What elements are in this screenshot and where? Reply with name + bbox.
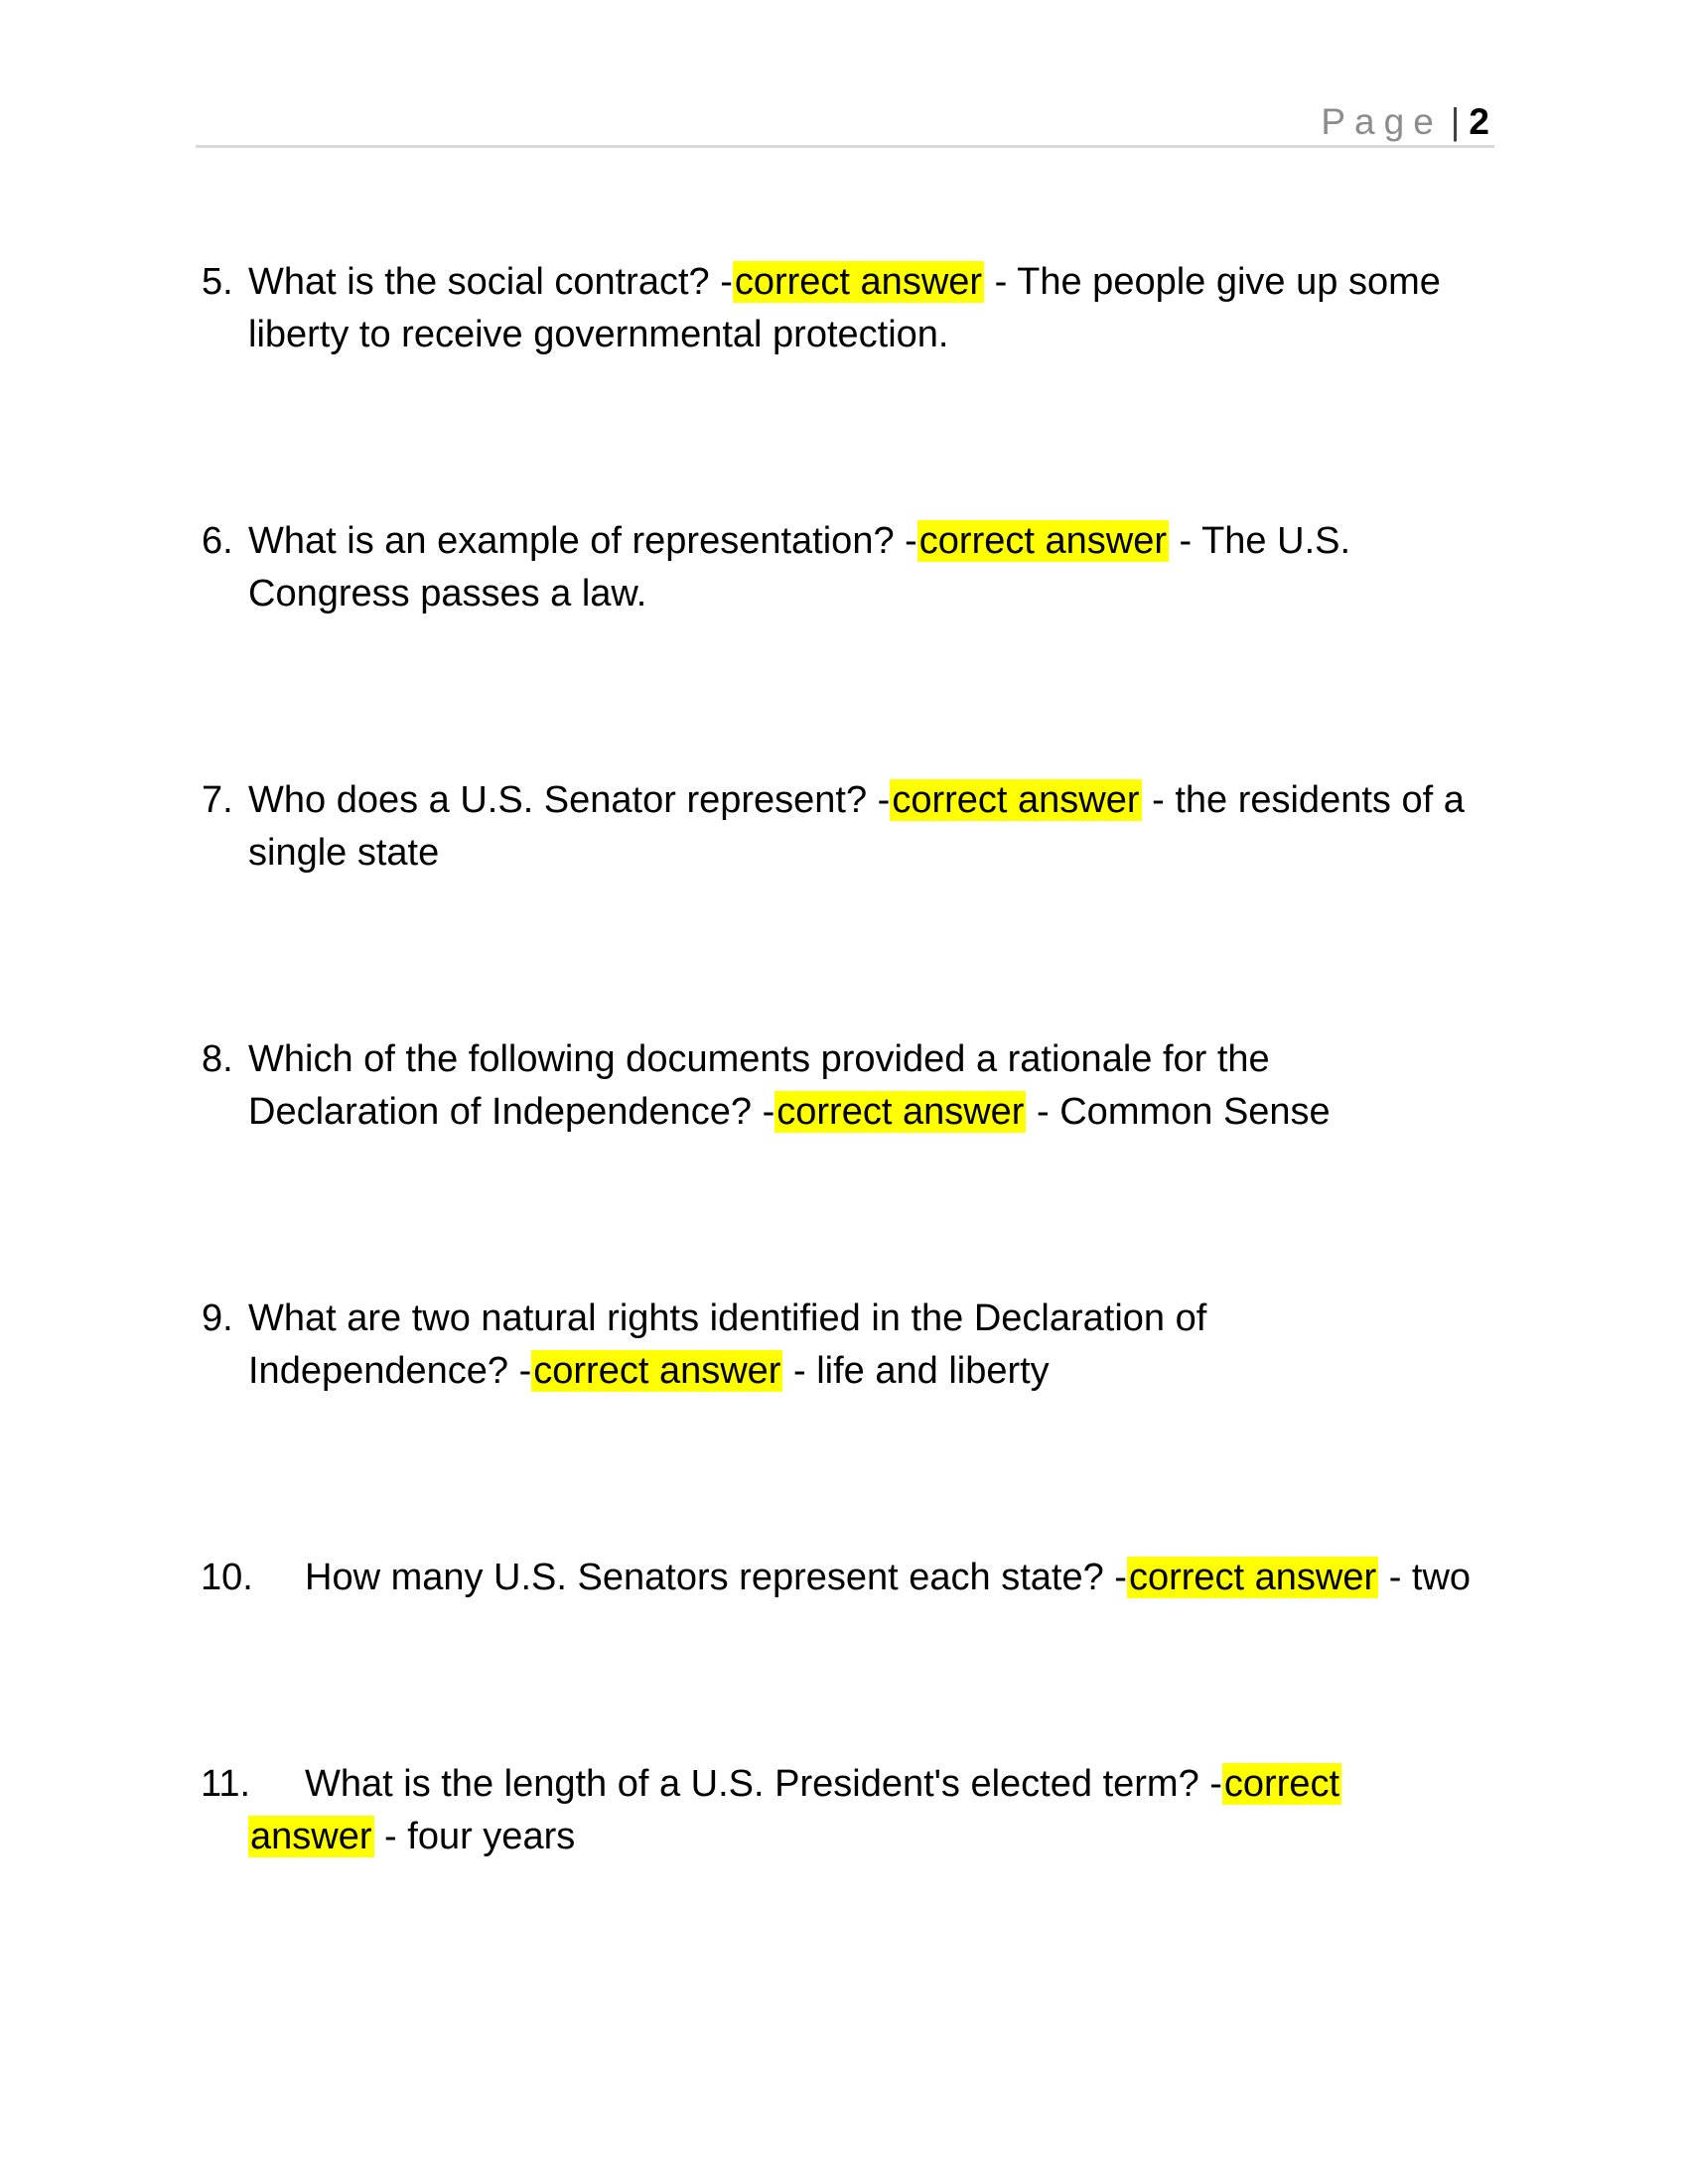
question-text-segment: Who does a U.S. Senator represent? -	[248, 779, 891, 821]
highlighted-correct-answer-marker: answer	[250, 1816, 372, 1857]
question-text-segment: liberty to receive governmental protection.	[248, 314, 949, 355]
question-number: 9.	[202, 1297, 233, 1339]
highlighted-correct-answer-marker: correct answer	[533, 1350, 781, 1392]
highlighted-correct-answer-marker: correct	[1223, 1763, 1340, 1805]
question-text-segment: - two	[1378, 1557, 1472, 1598]
header-separator: |	[1450, 101, 1461, 142]
question-text-segment: Declaration of Independence? -	[248, 1091, 775, 1133]
question-text-segment: - life and liberty	[782, 1350, 1050, 1392]
questions-list	[201, 256, 1618, 2017]
question-item	[201, 1552, 1618, 1604]
question-text-segment: - The people give up some	[984, 261, 1441, 303]
highlighted-correct-answer-marker: correct answer	[1128, 1557, 1377, 1598]
question-text-segment: What is an example of representation? -	[248, 520, 917, 562]
question-text-segment: What is the length of a U.S. President's elected term? -	[305, 1763, 1222, 1805]
question-text-segment: Independence? -	[248, 1350, 532, 1392]
question-number: 11.	[201, 1763, 251, 1805]
highlighted-correct-answer-marker: correct answer	[734, 261, 983, 303]
question-text-segment: - four years	[373, 1816, 576, 1857]
question-item	[202, 515, 1618, 620]
question-text-segment: - the residents of a	[1141, 779, 1465, 821]
question-text-segment: - Common Sense	[1026, 1091, 1331, 1133]
page-header	[196, 101, 1489, 143]
question-item	[202, 256, 1618, 361]
question-text-segment: - The U.S.	[1169, 520, 1351, 562]
question-text-segment: single state	[248, 832, 440, 874]
question-text-segment: Which of the following documents provided a rationale for the	[248, 1038, 1270, 1080]
question-text-segment: How many U.S. Senators represent each state? -	[305, 1557, 1127, 1598]
question-text-segment: What is the social contract? -	[248, 261, 733, 303]
question-number: 10.	[201, 1557, 253, 1598]
question-item	[202, 1033, 1618, 1139]
question-number: 5.	[202, 261, 233, 303]
question-number: 6.	[202, 520, 233, 562]
highlighted-correct-answer-marker: correct answer	[918, 520, 1167, 562]
question-number: 7.	[202, 779, 233, 821]
question-text-segment: Congress passes a law.	[248, 573, 647, 614]
header-rule	[196, 145, 1494, 148]
header-page-word: Page	[1321, 101, 1443, 142]
question-item	[202, 774, 1618, 880]
question-item	[202, 1293, 1618, 1398]
highlighted-correct-answer-marker: correct answer	[776, 1091, 1025, 1133]
question-number: 8.	[202, 1038, 233, 1080]
question-item	[201, 1758, 1618, 1863]
header-page-number: 2	[1469, 101, 1489, 142]
highlighted-correct-answer-marker: correct answer	[892, 779, 1140, 821]
question-text-segment: What are two natural rights identified in the Declaration of	[248, 1297, 1207, 1339]
